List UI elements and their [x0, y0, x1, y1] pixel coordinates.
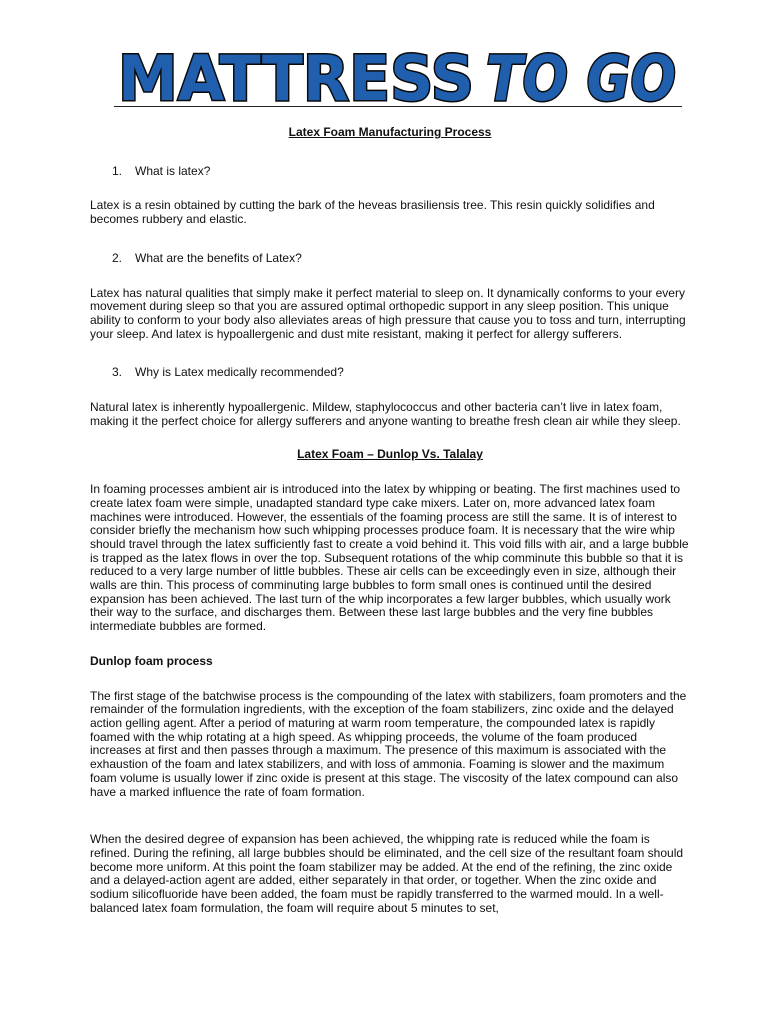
subheading-dunlop: Dunlop foam process	[90, 653, 213, 668]
question-text: Why is Latex medically recommended?	[135, 365, 344, 380]
question-3	[90, 366, 690, 380]
header-divider	[114, 106, 682, 107]
document-body	[90, 124, 690, 915]
question-number: 2.	[112, 250, 123, 265]
logo-word-mattress: MATTRESS	[118, 42, 474, 115]
section-title: Latex Foam – Dunlop Vs. Talalay	[297, 447, 483, 462]
answer-paragraph-2: Latex has natural qualities that simply make it perfect material to sleep on. It dynamically conforms to your every movement during sleep so that you are assured optimal orthopedic support in any sleep position. This unique ability to conform to your body also alleviates areas of high pressure that cause you to toss and turn, interrupting your sleep. And latex is hypoallergenic and dust mite resistant, making it perfect for allergy sufferers.	[90, 285, 686, 341]
question-text: What is latex?	[135, 163, 211, 178]
question-1	[90, 165, 690, 179]
foaming-paragraph: In foaming processes ambient air is introduced into the latex by whipping or beating. The first machines used to create latex foam were simple, unadapted standard type cake mixers. Later on, more advanced latex foam machines were introduced. However, the essentials of the foaming process are still the same. It is of interest to consider briefly the mechanism how such whipping processes produce foam. It is necessary that the wire whip should travel through the latex sufficiently fast to create a void behind it. This void fills with air, and a large bubble is trapped as the latex flows in over the top. Subsequent rotations of the whip comminute this bubble so that it is reduced to a very large number of little bubbles. These air cells can be exceedingly even in size, although their walls are thin. This process of comminuting large bubbles to form small ones is continued until the desired expansion has been achieved. The last turn of the whip incorporates a few larger bubbles, which usually work their way to the surface, and discharges them. Between these last large bubbles and the very fine bubbles intermediate bubbles are formed.	[90, 482, 689, 634]
dunlop-paragraph-2: When the desired degree of expansion has been achieved, the whipping rate is reduced while the foam is refined. During the refining, all large bubbles should be eliminated, and the cell size of the resultant foam should become more uniform. At this point the foam stabilizer may be added. At the end of the refining, the zinc oxide and a delayed-action agent are added, either separately in that order, or together. When the zinc oxide and sodium silicofluoride have been added, the foam must be rapidly transferred to the warmed mould. In a well-balanced latex foam formulation, the foam will require about 5 minutes to set,	[90, 832, 684, 915]
question-number: 3.	[112, 365, 123, 380]
answer-paragraph-1: Latex is a resin obtained by cutting the bark of the heveas brasiliensis tree. This resin quickly solidifies and becomes rubbery and elastic.	[90, 198, 655, 227]
logo-word-to-go: TO GO	[486, 42, 676, 115]
dunlop-paragraph-1: The first stage of the batchwise process is the compounding of the latex with stabilizers, foam promoters and the remainder of the formulation ingredients, with the exception of the foam stabilizers, zinc oxide and the delayed action gelling agent. After a period of maturing at warm room temperature, the compounded latex is rapidly foamed with the whip rotating at a high speed. As whipping proceeds, the volume of the foam produced increases at first and then passes through a maximum. The presence of this maximum is associated with the exhaustion of the foam and latex stabilizers, and with loss of ammonia. Foaming is slower and the maximum foam volume is usually lower if zinc oxide is present at this stage. The viscosity of the latex compound can also have a marked influence the rate of foam formation.	[90, 688, 687, 799]
mattress-to-go-logo	[114, 40, 682, 115]
answer-paragraph-3: Natural latex is inherently hypoallergenic. Mildew, staphylococcus and other bacteria can’t live in latex foam, making it the perfect choice for allergy sufferers and anyone wanting to breathe fresh clean air while they sleep.	[90, 400, 681, 428]
question-number: 1.	[112, 163, 123, 178]
document-title: Latex Foam Manufacturing Process	[288, 125, 492, 139]
question-2	[90, 252, 690, 266]
logo-graphic	[114, 40, 682, 115]
question-text: What are the benefits of Latex?	[135, 250, 302, 265]
